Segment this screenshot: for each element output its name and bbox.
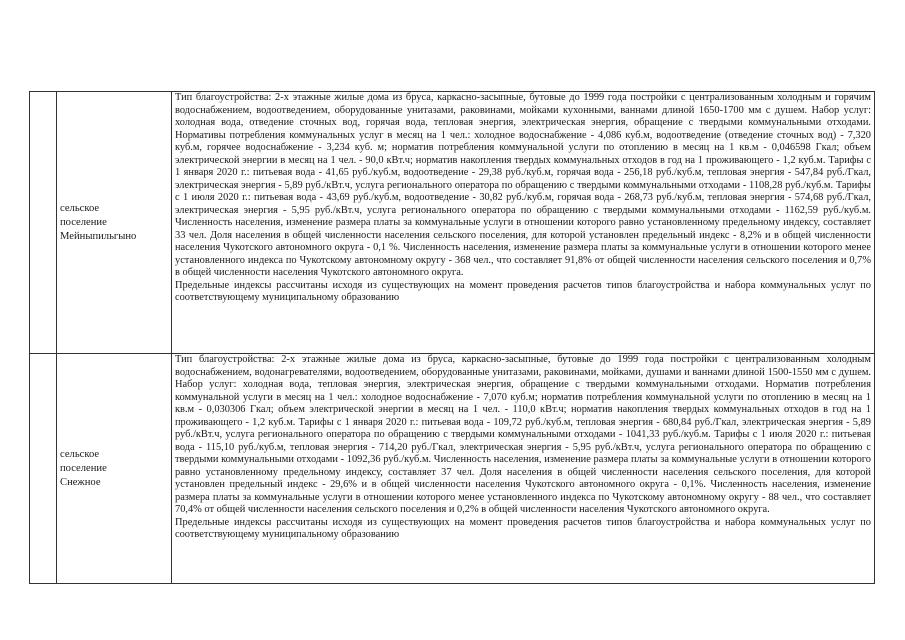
index-table xyxy=(29,91,875,584)
row-number-cell xyxy=(30,354,57,584)
table-row xyxy=(30,354,875,584)
settlement-name-cell xyxy=(57,354,172,584)
settlement-kind-label: поселение xyxy=(60,462,107,474)
settlement-title: Снежное xyxy=(60,476,101,488)
row-number-cell xyxy=(30,92,57,354)
settlement-kind-label: поселение xyxy=(60,216,107,228)
settlement-name-cell xyxy=(57,92,172,354)
settlement-name xyxy=(60,448,168,490)
settlement-name xyxy=(60,202,168,244)
settlement-type-label: сельское xyxy=(60,202,100,214)
note-paragraph: Предельные индексы рассчитаны исходя из существующих на момент проведения расчетов типов благоустройства и набора коммунальных услуг по соответствующему муниципальному образованию xyxy=(175,516,871,540)
settlement-title: Мейныпильгыно xyxy=(60,230,137,242)
table-row xyxy=(30,92,875,354)
settlement-type-label: сельское xyxy=(60,448,100,460)
description-paragraph: Тип благоустройства: 2-х этажные жилые дома из бруса, каркасно-засыпные, бутовые до 1999 года постройки с централизованным холодным водоснабжением, водонагревателями, водоотведением, оборудованные унитазами, раковинами, мойками, душами и ваннами длиной 1500-1550 мм с душем. Набор услуг: холодная вода, тепловая энергия, электрическая энергия, обращение с твердыми коммунальными отходами. Норматив потребления коммунальной услуги в месяц на 1 чел.: холодное водоснабжение - 7,070 куб.м; норматив потребления коммунальной услуги по отоплению в месяц на 1 кв.м - 0,030306 Гкал; объем электрической энергии в месяц на 1 чел. - 110,0 кВт.ч; норматив накопления твердых коммунальных отходов в год на 1 проживающего - 1,2 куб.м. Тарифы с 1 января 2020 г.: питьевая вода - 109,72 руб./куб.м, тепловая энергия - 680,84 руб./Гкал, электрическая энергия - 5,89 руб./кВт.ч, услуга регионального оператора по обращению с твердыми коммунальными отходами - 1041,33 руб./куб.м. Тарифы с 1 июля 2020 г.: питьевая вода - 115,10 руб./куб.м, тепловая энергия - 714,20 руб./Гкал, электрическая энергия - 5,95 руб./кВт.ч, услуга регионального оператора по обращению с твердыми коммунальными отходами - 1092,36 руб./куб.м. Численность населения, изменение размера платы за коммунальные услуги в отношении которого равно установленному предельному индексу, составляет 37 чел. Доля населения в общей численности населения сельского поселения, для которой установлен предельный индекс - 29,6% и в общей численности населения Чукотского автономного округа - 0,1%. Численность населения, изменение размера платы за коммунальные услуги в отношении которого менее установленного индекса по Чукотскому автономному округу - 88 чел., что составляет 70,4% от общей численности населения сельского поселения и 0,2% в общей численности населения Чукотского автономного округа. xyxy=(175,354,871,515)
description-cell xyxy=(172,354,875,584)
note-paragraph: Предельные индексы рассчитаны исходя из существующих на момент проведения расчетов типов благоустройства и набора коммунальных услуг по соответствующему муниципальному образованию xyxy=(175,279,871,303)
description-paragraph: Тип благоустройства: 2-х этажные жилые дома из бруса, каркасно-засыпные, бутовые до 1999 года постройки с централизованным холодным и горячим водоснабжением, водоотведением, оборудованные унитазами, раковинами, мойками кухонными, ваннами длиной 1650-1700 мм с душем. Набор услуг: холодная вода, отведение сточных вод, горячая вода, тепловая энергия, электрическая энергия, обращение с твердыми коммунальными отходами. Нормативы потребления коммунальных услуг в месяц на 1 чел.: холодное водоснабжение - 4,086 куб.м, водоотведение (отведение сточных вод) - 7,320 куб.м, горячее водоснабжение - 3,234 куб. м; норматив потребления коммунальной услуги по отоплению в месяц на 1 кв.м - 0,046598 Гкал; объем электрической энергии в месяц на 1 чел. - 90,0 кВт.ч; норматив накопления твердых коммунальных отходов в год на 1 проживающего - 1,2 куб.м. Тарифы с 1 января 2020 г.: питьевая вода - 41,65 руб./куб.м, водоотведение - 29,38 руб./куб.м, горячая вода - 256,18 руб./куб.м, тепловая энергия - 547,84 руб./Гкал, электрическая энергия - 5,89 руб./кВт.ч, услуга регионального оператора по обращению с твердыми коммунальными отходами - 1108,28 руб./куб.м. Тарифы с 1 июля 2020 г.: питьевая вода - 43,69 руб./куб.м, водоотведение - 30,82 руб./куб.м, горячая вода - 268,73 руб./куб.м, тепловая энергия - 574,68 руб./Гкал, электрическая энергия - 5,95 руб./кВт.ч, услуга регионального оператора по обращению с твердыми коммунальными отходами - 1162,59 руб./куб.м. Численность населения, изменение размера платы за коммунальные услуги в отношении которого равно установленному предельному индексу, составляет 33 чел. Доля населения в общей численности населения сельского поселения, для которой установлен предельный индекс - 8,2% и в общей численности населения Чукотского автономного округа - 0,1 %. Численность населения, изменение размера платы за коммунальные услуги в отношении которого менее установленного индекса по Чукотскому автономному округу - 368 чел., что составляет 91,8% от общей численности населения сельского поселения и 0,7% в общей численности населения Чукотского автономного округа. xyxy=(175,92,871,278)
description-cell xyxy=(172,92,875,354)
